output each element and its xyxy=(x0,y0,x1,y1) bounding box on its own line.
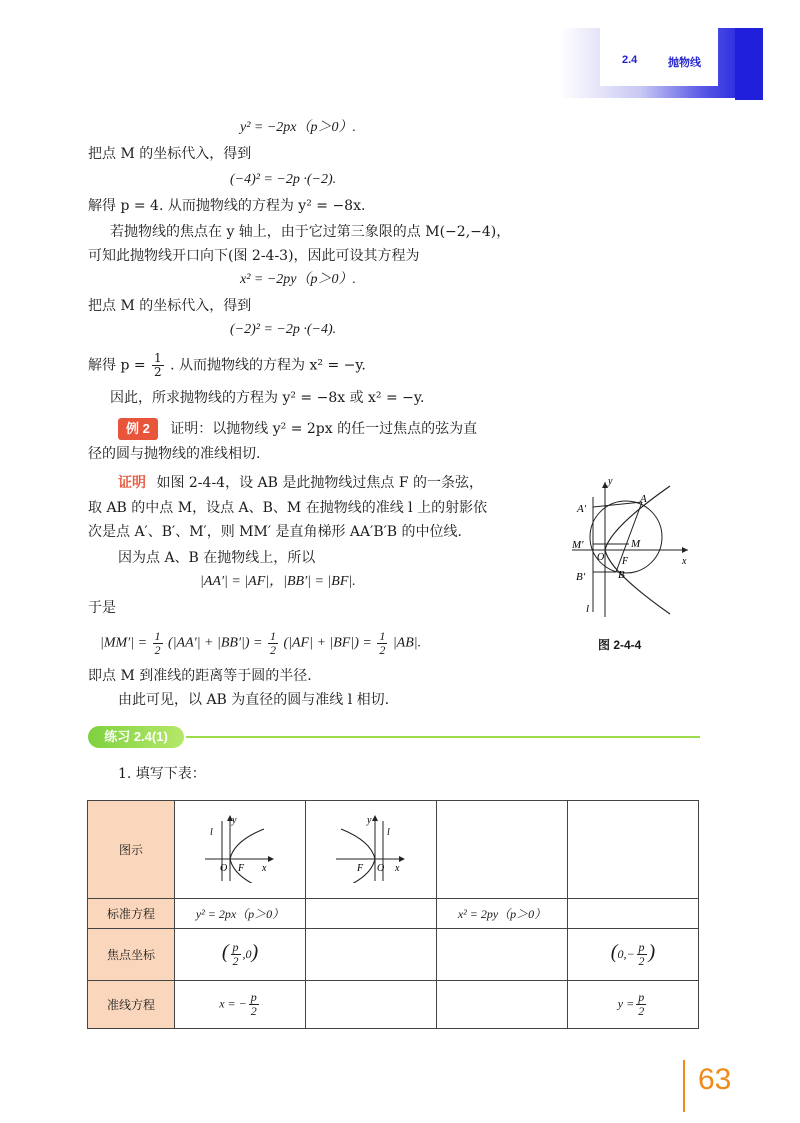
label-a: A xyxy=(640,493,647,505)
label-b-prime: B′ xyxy=(576,571,586,583)
fraction-denominator: 2 xyxy=(638,1004,645,1018)
label-x: x xyxy=(682,556,687,567)
equation-line: x² = −2py（p＞0）. xyxy=(240,272,357,287)
label-y: y xyxy=(367,815,372,826)
focus-cell xyxy=(175,929,306,981)
table-cell xyxy=(437,929,568,981)
proof-label: 证明 xyxy=(118,474,146,490)
equation-line-fractions xyxy=(100,630,421,657)
fraction-numerator: p xyxy=(250,990,257,1004)
page-number: 63 xyxy=(698,1063,732,1096)
fraction xyxy=(249,991,259,1018)
fraction-denominator: 2 xyxy=(379,643,386,657)
parabola-curve xyxy=(341,829,375,883)
text-line: 即点 M 到准线的距离等于圆的半径. xyxy=(88,668,312,684)
fraction-numerator: 1 xyxy=(154,351,162,365)
equation-line: (−4)² = −2p ·(−2). xyxy=(230,172,337,187)
fraction-denominator: 2 xyxy=(250,1004,257,1018)
fraction-numerator: p xyxy=(638,940,645,955)
eq-segment: (|AF| + |BF|) = xyxy=(283,635,372,651)
label-o: O xyxy=(597,552,605,563)
label-l: l xyxy=(586,603,590,615)
header-accent-block xyxy=(735,28,763,100)
eq-segment: |AB|. xyxy=(392,635,422,651)
parabola-table xyxy=(87,800,699,1029)
table-cell xyxy=(306,929,437,981)
table-row xyxy=(88,899,699,929)
practice-divider xyxy=(186,736,700,738)
fraction-numerator: 1 xyxy=(379,629,386,643)
section-title: 抛物线 xyxy=(668,57,701,69)
label-y: y xyxy=(232,815,237,826)
page-number-divider xyxy=(683,1060,685,1112)
graph-left-opening xyxy=(331,813,411,883)
std-eq-cell: y² = 2px（p＞0） xyxy=(175,899,306,929)
label-f: F xyxy=(238,863,245,874)
x-axis-arrow xyxy=(399,856,405,862)
text-line: 因此，所求抛物线的方程为 y² = −8x 或 x² = −y. xyxy=(110,390,425,406)
text-line: 于是 xyxy=(88,600,116,616)
row-header-diagram: 图示 xyxy=(88,801,175,899)
text-line: 解得 p = 4. 从而抛物线的方程为 y² = −8x. xyxy=(88,198,366,214)
focus-rest: 0,− xyxy=(617,946,635,961)
table-row xyxy=(88,801,699,899)
y-axis-arrow xyxy=(372,815,378,821)
table-cell xyxy=(175,801,306,899)
paren: ( xyxy=(610,940,618,963)
parabola-figure xyxy=(560,472,700,622)
std-eq-cell: x² = 2py（p＞0） xyxy=(437,899,568,929)
figure-caption: 图 2-4-4 xyxy=(598,638,642,652)
directrix-text: y = xyxy=(617,996,635,1011)
proof-text: 如图 2-4-4，设 AB 是此抛物线过焦点 F 的一条弦， xyxy=(156,475,483,491)
fraction xyxy=(636,991,646,1018)
label-o: O xyxy=(377,863,385,874)
x-axis-arrow xyxy=(268,856,274,862)
fraction-numerator: 1 xyxy=(269,629,276,643)
table-cell xyxy=(306,801,437,899)
text-line: 取 AB 的中点 M，设点 A、B、M 在抛物线的准线 l 上的射影依 xyxy=(88,500,488,516)
label-x: x xyxy=(395,863,400,874)
fraction-numerator: p xyxy=(232,940,239,955)
row-header-directrix: 准线方程 xyxy=(88,981,175,1029)
eq-segment: (|AA′| + |BB′|) = xyxy=(168,635,263,651)
equation-line: y² = −2px（p＞0）. xyxy=(240,120,357,135)
example-label: 例 2 xyxy=(118,418,158,440)
label-a-prime: A′ xyxy=(577,503,587,515)
label-m-prime: M′ xyxy=(572,539,584,551)
fraction xyxy=(153,630,163,657)
paren: ) xyxy=(251,940,259,963)
directrix-cell xyxy=(568,981,699,1029)
label-f: F xyxy=(357,863,364,874)
label-f: F xyxy=(622,556,629,567)
example-line xyxy=(118,418,477,440)
paren: ( xyxy=(221,940,229,963)
row-header-std-eq: 标准方程 xyxy=(88,899,175,929)
table-row xyxy=(88,929,699,981)
fraction-denominator: 2 xyxy=(154,643,161,657)
label-m: M xyxy=(631,538,641,550)
chord-ab xyxy=(616,502,642,572)
text-line: 因为点 A、B 在抛物线上，所以 xyxy=(118,550,316,566)
x-axis-arrow xyxy=(682,547,688,553)
fraction xyxy=(268,630,278,657)
label-l: l xyxy=(387,827,390,838)
text-line: 次是点 A′、B′、M′，则 MM′ 是直角梯形 AA′B′B 的中位线. xyxy=(88,524,462,540)
label-b: B xyxy=(618,569,625,581)
text-segment: . 从而抛物线的方程为 x² = −y. xyxy=(170,357,366,374)
fraction-numerator: 1 xyxy=(154,629,161,643)
table-cell xyxy=(568,899,699,929)
label-l: l xyxy=(210,827,213,838)
row-header-focus: 焦点坐标 xyxy=(88,929,175,981)
graph-right-opening xyxy=(200,813,280,883)
table-cell xyxy=(437,801,568,899)
table-cell xyxy=(437,981,568,1029)
fraction xyxy=(152,352,164,379)
text-segment: 解得 p = xyxy=(88,357,146,374)
parabola-curve xyxy=(230,829,264,883)
focus-rest: ,0 xyxy=(242,946,252,961)
fraction xyxy=(637,941,647,968)
fraction xyxy=(231,941,241,968)
question-1: 1. 填写下表： xyxy=(118,766,206,782)
label-y: y xyxy=(608,476,613,487)
fraction-numerator: p xyxy=(638,990,645,1004)
table-row xyxy=(88,981,699,1029)
section-number: 2.4 xyxy=(622,54,638,66)
eq-segment: |MM′| = xyxy=(100,635,148,651)
text-line: 可知此抛物线开口向下(图 2-4-3)，因此可设其方程为 xyxy=(88,248,420,264)
fraction xyxy=(377,630,387,657)
fraction-denominator: 2 xyxy=(154,365,162,379)
text-line: 径的圆与抛物线的准线相切. xyxy=(88,446,261,462)
proof-line xyxy=(118,472,483,493)
text-line: 把点 M 的坐标代入，得到 xyxy=(88,146,252,162)
directrix-cell xyxy=(175,981,306,1029)
focus-cell xyxy=(568,929,699,981)
fraction-denominator: 2 xyxy=(638,954,645,969)
practice-title: 练习 2.4(1) xyxy=(88,726,184,748)
fraction-denominator: 2 xyxy=(269,643,276,657)
text-line-with-fraction xyxy=(88,352,366,379)
example-text: 证明：以抛物线 y² = 2px 的任一过焦点的弦为直 xyxy=(170,421,478,437)
text-line: 由此可见，以 AB 为直径的圆与准线 l 相切. xyxy=(118,692,390,708)
paren: ) xyxy=(648,940,656,963)
table-cell xyxy=(568,801,699,899)
directrix-text: x = − xyxy=(219,996,247,1011)
equation-line: (−2)² = −2p ·(−4). xyxy=(230,322,337,337)
text-line: 把点 M 的坐标代入，得到 xyxy=(88,298,252,314)
table-cell xyxy=(306,899,437,929)
label-x: x xyxy=(262,863,267,874)
text-line: 若抛物线的焦点在 y 轴上，由于它过第三象限的点 M(−2,−4)， xyxy=(110,224,511,240)
label-o: O xyxy=(220,863,228,874)
projection-a xyxy=(593,502,642,507)
fraction-denominator: 2 xyxy=(232,954,239,969)
equation-line: |AA′| = |AF|，|BB′| = |BF|. xyxy=(200,574,356,589)
table-cell xyxy=(306,981,437,1029)
